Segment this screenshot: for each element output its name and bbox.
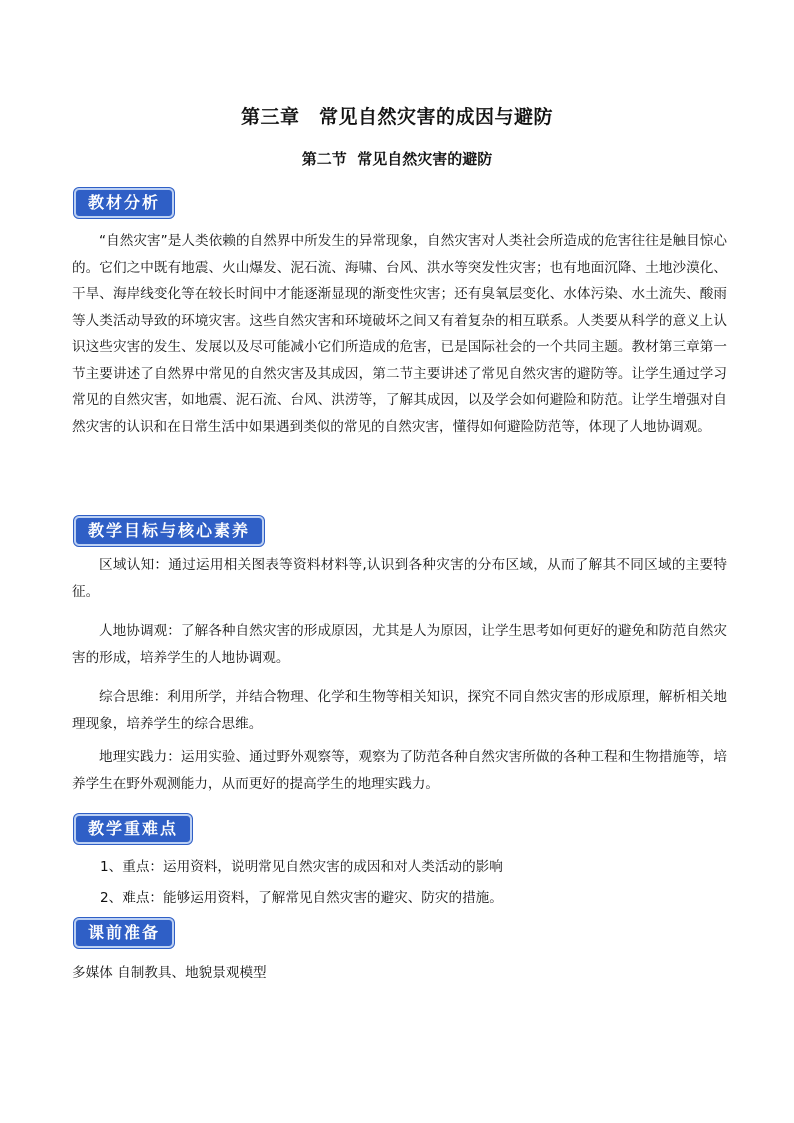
chapter-title: 第三章 常见自然灾害的成因与避防: [240, 106, 553, 128]
objective-regional-cognition: 区域认知：通过运用相关图表等资料材料等,认识到各种灾害的分布区域，从而了解其不同区域的主要特征。: [72, 557, 727, 600]
analysis-heading-badge: 教材分析: [74, 188, 174, 218]
section-title: 第二节 常见自然灾害的避防: [301, 150, 493, 168]
preparation-text: 多媒体 自制教具、地貌景观模型: [72, 965, 267, 981]
key-point-focus: 1、重点：运用资料，说明常见自然灾害的成因和对人类活动的影响: [100, 859, 503, 875]
key-points-heading-badge: 教学重难点: [74, 814, 192, 844]
objective-human-earth-harmony: 人地协调观：了解各种自然灾害的形成原因，尤其是人为原因，让学生思考如何更好的避免和防范自然灾害的形成，培养学生的人地协调观。: [72, 623, 727, 666]
objective-integrated-thinking: 综合思维：利用所学，并结合物理、化学和生物等相关知识，探究不同自然灾害的形成原理，解析相关地理现象，培养学生的综合思维。: [72, 689, 727, 732]
analysis-paragraph: “自然灾害”是人类依赖的自然界中所发生的异常现象，自然灾害对人类社会所造成的危害往往是触目惊心的。它们之中既有地震、火山爆发、泥石流、海啸、台风、洪水等突发性灾害；也有地面沉降、土地沙漠化、干旱、海岸线变化等在较长时间中才能逐渐显现的渐变性灾害；还有臭氧层变化、水体污染、水土流失、酸雨等人类活动导致的环境灾害。这些自然灾害和环境破坏之间又有着复杂的相互联系。人类要从科学的意义上认识这些灾害的发生、发展以及尽可能减小它们所造成的危害，已是国际社会的一个共同主题。教材第三章第一节主要讲述了自然界中常见的自然灾害及其成因，第二节主要讲述了常见自然灾害的避防等。让学生通过学习常见的自然灾害，如地震、泥石流、台风、洪涝等，了解其成因，以及学会如何避险和防范。让学生增强对自然灾害的认识和在日常生活中如果遇到类似的常见的自然灾害，懂得如何避险防范等，体现了人地协调观。: [72, 233, 727, 435]
key-point-difficulty: 2、难点：能够运用资料，了解常见自然灾害的避灾、防灾的措施。: [100, 890, 503, 906]
preparation-heading-badge: 课前准备: [74, 918, 174, 948]
objectives-heading-badge: 教学目标与核心素养: [74, 516, 264, 546]
objective-geographic-practice: 地理实践力：运用实验、通过野外观察等，观察为了防范各种自然灾害所做的各种工程和生物措施等，培养学生在野外观测能力，从而更好的提高学生的地理实践力。: [72, 749, 727, 792]
